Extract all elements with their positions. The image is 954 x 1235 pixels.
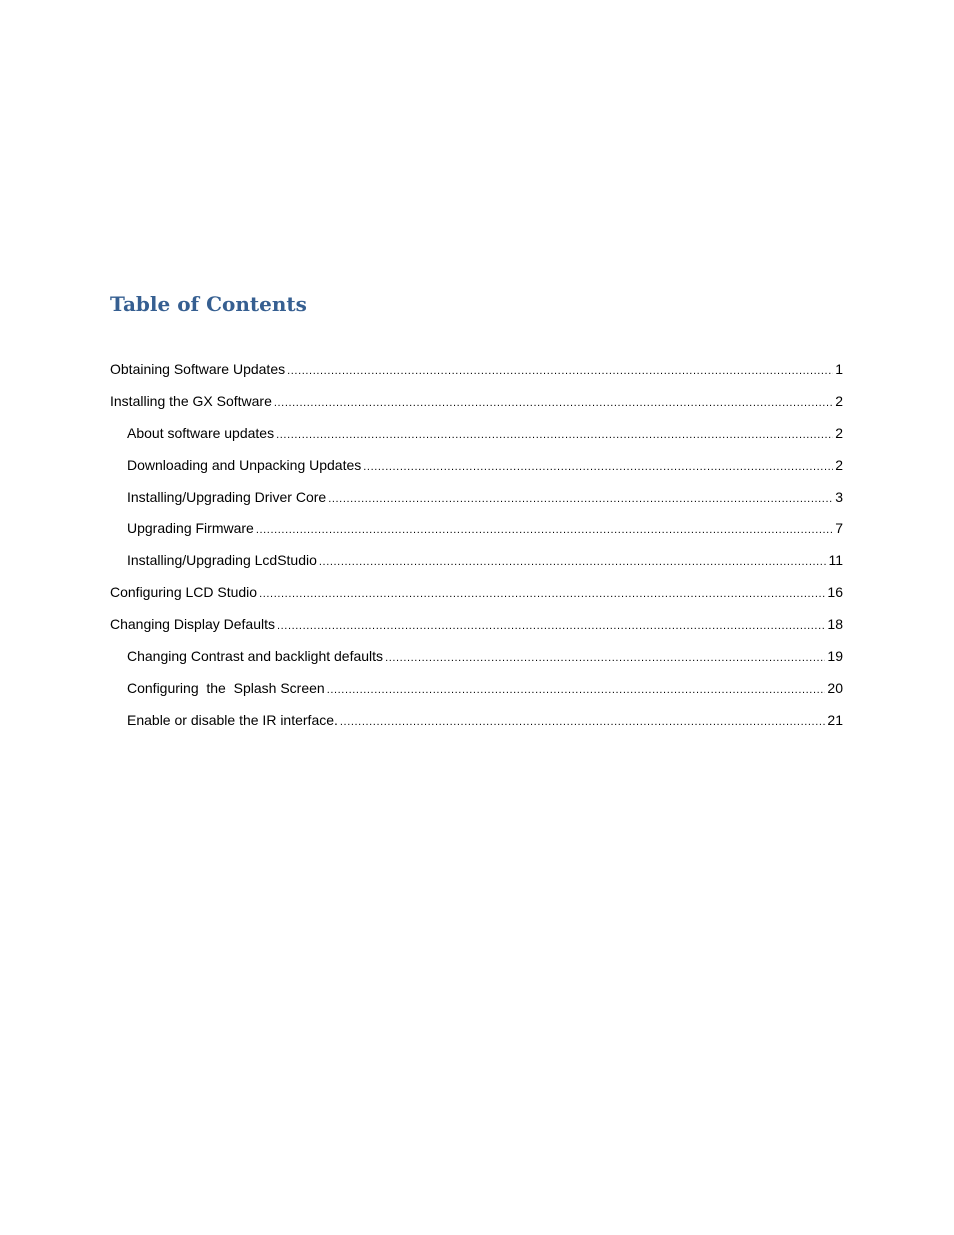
dot-leader <box>363 456 833 478</box>
toc-entry-page: 11 <box>828 552 843 569</box>
dot-leader <box>259 583 825 605</box>
toc-entry-page: 2 <box>835 456 843 473</box>
toc-entry-title: Enable or disable the IR interface. <box>127 711 338 728</box>
dot-leader <box>328 488 833 510</box>
toc-entry-page: 20 <box>827 679 843 696</box>
toc-entry-title: Installing/Upgrading LcdStudio <box>127 552 317 569</box>
toc-entry-obtaining-software-updates[interactable] <box>110 358 843 390</box>
toc-entry-configuring-lcd-studio[interactable] <box>110 581 843 613</box>
toc-entry-changing-display-defaults[interactable] <box>110 613 843 645</box>
toc-entry-changing-contrast-backlight[interactable] <box>110 645 843 677</box>
dot-leader <box>277 615 825 637</box>
dot-leader <box>276 424 833 446</box>
toc-entry-installing-gx-software[interactable] <box>110 390 843 422</box>
toc-entry-page: 7 <box>835 520 843 537</box>
toc-entry-page: 18 <box>827 616 843 633</box>
toc-entry-configuring-splash-screen[interactable] <box>110 677 843 709</box>
toc-entry-page: 1 <box>835 361 843 377</box>
toc-entry-title: Configuring LCD Studio <box>110 584 258 601</box>
dot-leader <box>287 360 833 382</box>
toc-entry-title: Installing/Upgrading Driver Core <box>127 488 327 505</box>
toc-entry-title: Changing Display Defaults <box>110 616 275 633</box>
toc-list <box>110 358 843 741</box>
toc-entry-page: 21 <box>827 711 843 728</box>
toc-entry-downloading-unpacking-updates[interactable] <box>110 454 843 486</box>
toc-entry-title: Obtaining Software Updates <box>110 361 286 377</box>
toc-entry-installing-lcdstudio[interactable] <box>110 549 843 581</box>
toc-entry-ir-interface[interactable] <box>110 709 843 741</box>
toc-entry-page: 2 <box>835 424 843 441</box>
toc-entry-about-software-updates[interactable] <box>110 422 843 454</box>
toc-entry-page: 3 <box>835 488 843 505</box>
toc-entry-title: About software updates <box>127 424 275 441</box>
dot-leader <box>327 679 826 701</box>
toc-entry-title: Installing the GX Software <box>110 392 272 409</box>
dot-leader <box>256 519 833 541</box>
dot-leader <box>340 711 826 733</box>
dot-leader <box>319 551 827 573</box>
toc-entry-upgrading-firmware[interactable] <box>110 517 843 549</box>
toc-entry-title: Downloading and Unpacking Updates <box>127 456 362 473</box>
toc-entry-title: Upgrading Firmware <box>127 520 254 537</box>
dot-leader <box>274 392 833 414</box>
toc-entry-page: 2 <box>835 392 843 409</box>
toc-entry-title: Changing Contrast and backlight defaults <box>127 648 384 665</box>
toc-entry-installing-driver-core[interactable] <box>110 486 843 518</box>
toc-entry-title: Configuring the Splash Screen <box>127 679 325 696</box>
dot-leader <box>385 647 825 669</box>
toc-heading: Table of Contents <box>110 292 307 316</box>
toc-entry-page: 19 <box>827 648 843 665</box>
toc-entry-page: 16 <box>827 584 843 601</box>
